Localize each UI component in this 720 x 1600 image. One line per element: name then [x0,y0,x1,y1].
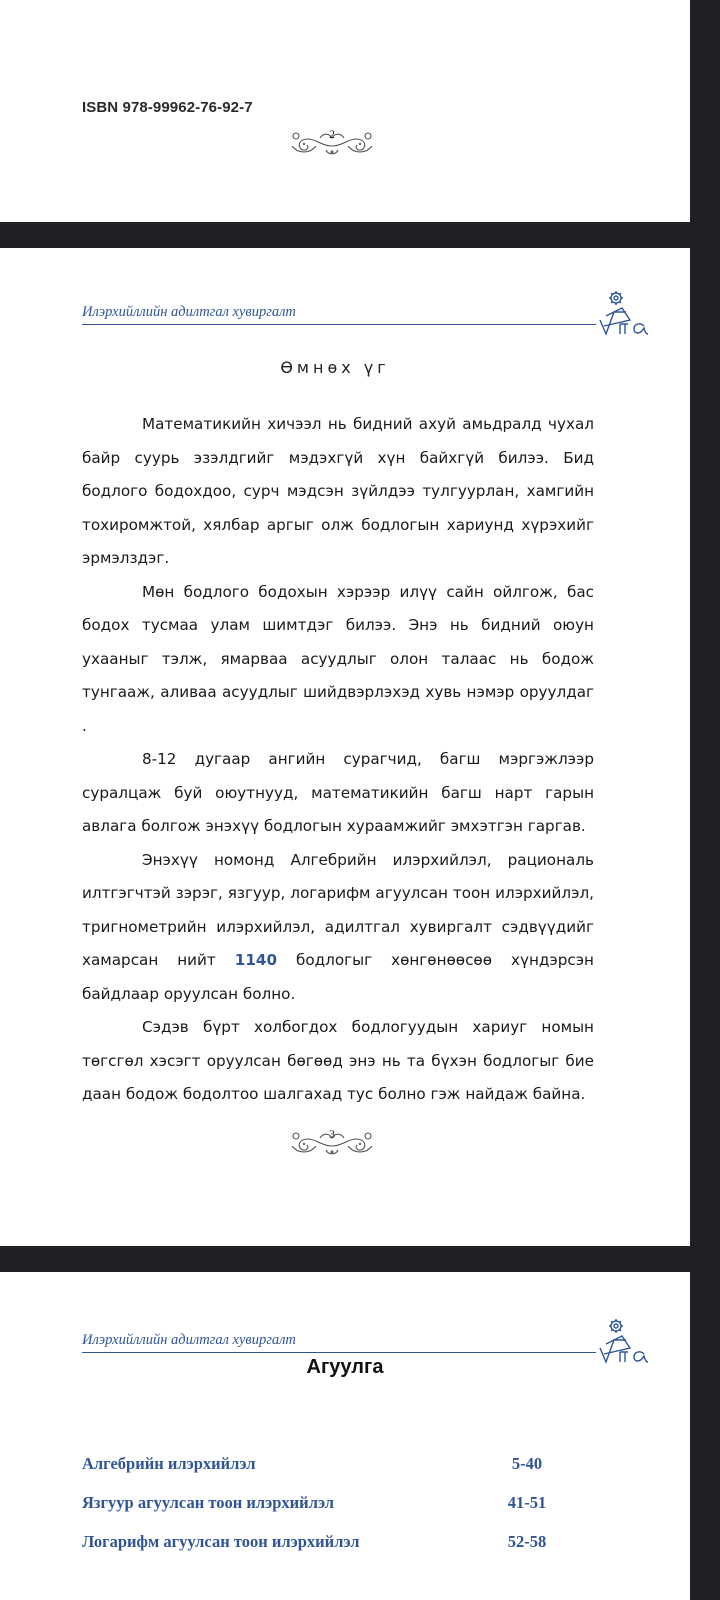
paragraph-text: Энэхүү номонд Алгебрийн илэрхийлэл, рациональ илтгэгчтэй зэрэг, язгуур, логарифм агуулсан тоон илэрхийлэл, тригнометрийн илэрхийлэл, адилтгал хувиргалт сэдвүүдийг хамарсан нийт [82,850,594,969]
document-page-2 [0,0,690,222]
toc-entry[interactable] [82,1454,542,1476]
preface-paragraph: Математикийн хичээл нь бидний ахуй амьдралд чухал байр суурь эзэлдгийг мэдэхгүй хүн байхгүй билээ. Бид бодлого бодохдоо, сурч мэдсэн зүйлдээ тулгуурлан, хамгийн тохиромжтой, хялбар аргыг олж бодлогын хариунд хүрэхийг эрмэлздэг. [82,415,594,567]
page-number-ornament [286,124,378,158]
preface-body [82,408,594,1112]
page-number: 3 [329,1127,335,1141]
toc-entry-title: Логарифм агуулсан тоон илэрхийлэл [82,1532,360,1551]
preface-paragraph: Мөн бодлого бодохын хэрээр илүү сайн ойлгож, бас бодох тусмаа улам шимтдэг билээ. Энэ нь бидний оюун ухааныг тэлж, ямарваа асуудлыг олон талаас нь бодож тунгааж, аливаа асуудлыг шийдвэрлэхэд хувь нэмэр оруулдаг . [82,582,594,735]
paragraph-text: бодлогыг хөнгөнөөсөө хүндэрсэн байдлаар оруулсан болно. [82,951,594,1003]
isbn-text: ISBN 978-99962-76-92-7 [82,99,253,116]
document-page-3 [0,248,690,1246]
toc-entry-pages: 41-51 [507,1493,547,1512]
document-page-4 [0,1272,690,1600]
viewer-scroll-gutter [690,0,720,1600]
running-header-text: Илэрхийллийн адилтгал хувиргалт [82,304,296,320]
toc-entry[interactable] [82,1532,547,1554]
running-header [82,1332,596,1353]
preface-paragraph [82,844,594,1012]
running-header [82,304,596,325]
contents-title: Агуулга [306,1356,384,1378]
toc-entry-pages: 52-58 [507,1532,547,1551]
preface-paragraph: 8-12 дугаар ангийн сурагчид, багш мэргэжлээр суралцаж буй оюутнууд, математикийн багш нарт гарын авлага болгож энэхүү бодлогын хураамжийг эмхэтгэн гаргав. [82,750,594,835]
toc-entry[interactable] [82,1493,547,1515]
preface-paragraph: Сэдэв бүрт холбогдох бодлогуудын хариуг номын төгсгөл хэсэгт оруулсан бөгөөд энэ нь та бүхэн бодлогыг бие даан бодож бодолтоо шалгахад тус болно гэж найдаж байна. [82,1018,594,1103]
toc-entry-title: Язгуур агуулсан тоон илэрхийлэл [82,1493,335,1512]
page-number: 2 [329,127,335,141]
toc-entry-title: Алгебрийн илэрхийлэл [82,1454,256,1473]
running-header-text: Илэрхийллийн адилтгал хувиргалт [82,1332,296,1348]
problem-count: 1140 [234,951,278,969]
page-number-ornament [286,1124,378,1158]
preface-title: Өмнөх үг [280,358,390,377]
publisher-logo-icon [596,290,648,338]
toc-entry-pages: 5-40 [511,1454,543,1473]
